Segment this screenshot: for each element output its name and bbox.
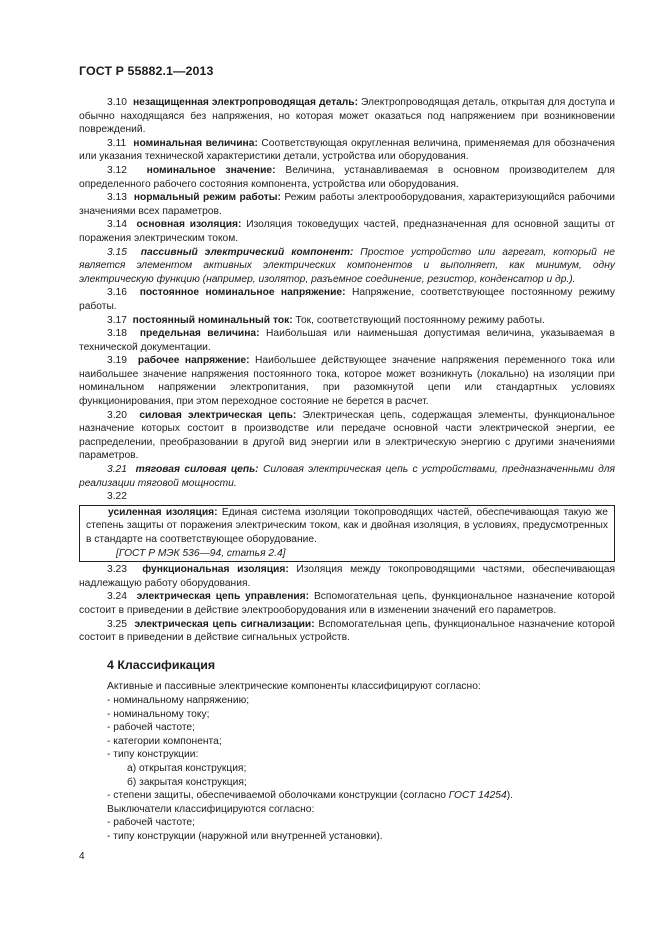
list-item: - категории компонента; <box>107 735 222 747</box>
list-subitem: б) закрытая конструкция; <box>127 776 247 788</box>
term-3-13: 3.13 нормальный режим работы: Режим работы электрооборудования, характеризующийся рабочими значениями всех параметров. <box>79 192 615 217</box>
document-header: ГОСТ Р 55882.1—2013 <box>79 64 214 78</box>
list-item: - номинальному току; <box>107 708 210 720</box>
list-item: - номинальному напряжению; <box>107 694 250 706</box>
list-item-protection: - степени защиты, обеспечиваемой оболочками конструкции (согласно ГОСТ 14254). <box>107 790 513 802</box>
term-3-24: 3.24 электрическая цепь управления: Вспомогательная цепь, функциональное назначение которой состоит в приведении в действие электрооборудования или в изменении значений его параметров. <box>79 591 615 616</box>
term-3-12: 3.12 номинальное значение: Величина, устанавливаемая в основном производителем для определенного рабочего состояния компонента, устройства или оборудования. <box>79 164 615 190</box>
list-subitem: а) открытая конструкция; <box>127 762 247 774</box>
switches-intro: Выключатели классифицируются согласно: <box>107 803 315 815</box>
page-number: 4 <box>79 851 85 862</box>
term-3-22-reference: [ГОСТ Р МЭК 536—94, статья 2.4] <box>116 547 286 559</box>
term-3-25: 3.25 электрическая цепь сигнализации: Вспомогательная цепь, функциональное назначение которой состоит в приведении в действие сигнальных устройств. <box>79 618 615 644</box>
term-3-19: 3.19 рабочее напряжение: Наибольшее действующее значение напряжения переменного тока или наибольшее значение напряжения постоянного тока, которое может возникнуть (локально) на изоляции при номинальном напряжении электропитания, при разомкнутой цепи или стандартных условиях функционирования, при этом переходное состояние не берется в расчет. <box>79 355 615 408</box>
term-3-22-number: 3.22 <box>107 491 127 503</box>
section-4-title: 4 Классификация <box>107 657 216 672</box>
term-3-21: 3.21 тяговая силовая цепь: Силовая электрическая цепь с устройствами, предназначенными для реализации тяговой мощности. <box>79 464 615 489</box>
term-3-16: 3.16 постоянное номинальное напряжение: Напряжение, соответствующее постоянному режиму работы. <box>79 287 615 312</box>
term-3-11: 3.11 номинальная величина: Соответствующая округленная величина, применяемая для обозначения или указания технической характеристики детали, устройства или оборудования. <box>79 137 615 163</box>
list-item: - рабочей частоте; <box>107 722 195 734</box>
term-3-14: 3.14 основная изоляция: Изоляция токоведущих частей, предназначенная для основной защиты от поражения электрическим током. <box>79 219 616 244</box>
term-3-23: 3.23 функциональная изоляция: Изоляция между токопроводящими частями, обеспечивающая надлежащую работу оборудования. <box>79 564 615 589</box>
term-3-22-definition: усиленная изоляция: Единая система изоляции токопроводящих частей, обеспечивающая такую же степень защиты от поражения электрическим током, как и двойная изоляция, в условиях, предусмотренных в стандарте на соответствующее оборудование. <box>86 506 608 545</box>
classification-intro: Активные и пассивные электрические компоненты классифицируют согласно: <box>107 681 481 693</box>
term-3-20: 3.20 силовая электрическая цепь: Электрическая цепь, содержащая элементы, функциональное назначение которых состоит в производстве или передаче основной части электрической энергии, ее распределении, преобразовании в другой вид энергии или в электрическую энергию с другими значениями параметров. <box>79 409 615 462</box>
term-3-10: 3.10 незащищенная электропроводящая деталь: Электропроводящая деталь, открытая для доступа и обычно находящаяся без напряжения, но которая может оказаться под напряжением при возникновении повреждений. <box>79 97 615 136</box>
list-item: - типу конструкции (наружной или внутренней установки). <box>107 830 383 842</box>
term-3-15: 3.15 пассивный электрический компонент: Простое устройство или агрегат, который не является элементом активных электрических компонентов и выполняет, как минимум, одну электрическую функцию (например, изолятор, разъемное соединение, резистор, конденсатор и др.). <box>79 246 616 285</box>
list-item: - типу конструкции: <box>107 749 199 761</box>
list-item: - рабочей частоте; <box>107 817 195 829</box>
document-body <box>79 96 615 843</box>
classification-list <box>79 680 615 843</box>
term-3-18: 3.18 предельная величина: Наибольшая или наименьшая допустимая величина, указываемая в технической документации. <box>79 328 615 353</box>
term-3-22-box <box>79 505 615 562</box>
term-3-17: 3.17 постоянный номинальный ток: Ток, соответствующий постоянному режиму работы. <box>107 314 545 326</box>
